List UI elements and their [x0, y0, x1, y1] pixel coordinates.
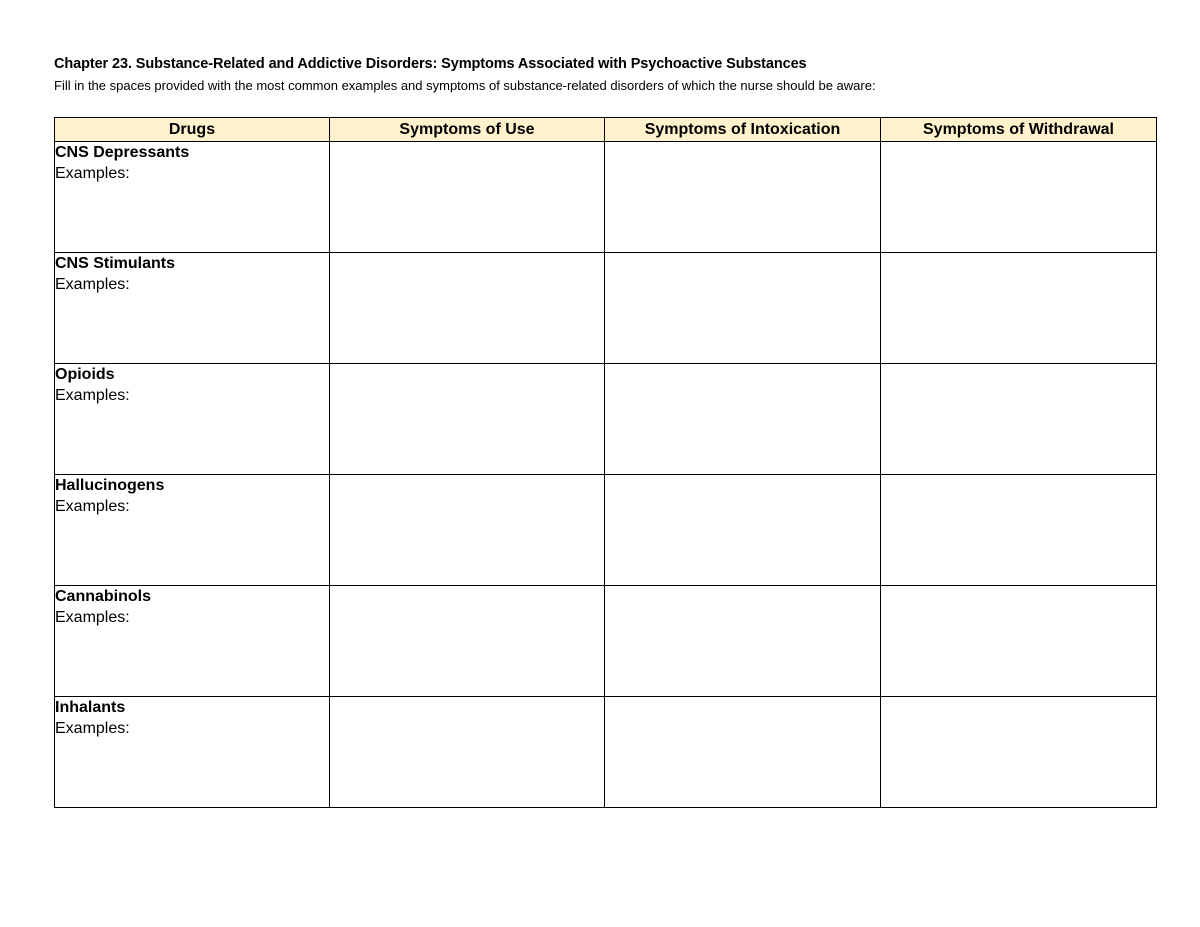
- document-title: Chapter 23. Substance-Related and Addictive Disorders: Symptoms Associated with Psychoactive Substances: [54, 56, 807, 72]
- table-row: [55, 364, 1157, 475]
- drug-cell: [55, 475, 330, 586]
- symptoms-of-use-cell[interactable]: [330, 364, 605, 475]
- table-row: [55, 586, 1157, 697]
- table-row: [55, 142, 1157, 253]
- symptoms-of-use-cell[interactable]: [330, 253, 605, 364]
- drug-cell: [55, 364, 330, 475]
- header-symptoms-of-use: Symptoms of Use: [330, 118, 605, 142]
- table-row: [55, 697, 1157, 808]
- drug-cell: [55, 253, 330, 364]
- symptoms-of-intoxication-cell[interactable]: [605, 142, 881, 253]
- drug-name: CNS Stimulants: [55, 255, 176, 272]
- drug-name: CNS Depressants: [55, 144, 190, 161]
- symptoms-of-use-cell[interactable]: [330, 142, 605, 253]
- examples-label: Examples:: [55, 498, 130, 515]
- drug-name: Cannabinols: [55, 588, 152, 605]
- examples-label: Examples:: [55, 609, 130, 626]
- symptoms-of-intoxication-cell[interactable]: [605, 475, 881, 586]
- symptoms-of-withdrawal-cell[interactable]: [881, 586, 1157, 697]
- header-symptoms-of-withdrawal: Symptoms of Withdrawal: [881, 118, 1157, 142]
- symptoms-of-intoxication-cell[interactable]: [605, 253, 881, 364]
- drug-name: Hallucinogens: [55, 477, 165, 494]
- drug-cell: [55, 697, 330, 808]
- examples-label: Examples:: [55, 720, 130, 737]
- document-instructions: Fill in the spaces provided with the most common examples and symptoms of substance-related disorders of which the nurse should be aware:: [54, 78, 876, 93]
- symptoms-of-intoxication-cell[interactable]: [605, 586, 881, 697]
- symptoms-of-intoxication-cell[interactable]: [605, 697, 881, 808]
- header-symptoms-of-intoxication: Symptoms of Intoxication: [605, 118, 881, 142]
- symptoms-of-intoxication-cell[interactable]: [605, 364, 881, 475]
- drug-name: Inhalants: [55, 699, 126, 716]
- header-drugs: Drugs: [55, 118, 330, 142]
- substance-symptoms-table: [54, 117, 1157, 808]
- symptoms-of-withdrawal-cell[interactable]: [881, 253, 1157, 364]
- table-row: [55, 253, 1157, 364]
- examples-label: Examples:: [55, 276, 130, 293]
- table-header-row: [55, 118, 1157, 142]
- symptoms-of-use-cell[interactable]: [330, 586, 605, 697]
- drug-cell: [55, 142, 330, 253]
- symptoms-of-use-cell[interactable]: [330, 475, 605, 586]
- drug-cell: [55, 586, 330, 697]
- symptoms-of-withdrawal-cell[interactable]: [881, 142, 1157, 253]
- table-row: [55, 475, 1157, 586]
- symptoms-of-use-cell[interactable]: [330, 697, 605, 808]
- examples-label: Examples:: [55, 387, 130, 404]
- drug-name: Opioids: [55, 366, 115, 383]
- symptoms-of-withdrawal-cell[interactable]: [881, 475, 1157, 586]
- symptoms-of-withdrawal-cell[interactable]: [881, 364, 1157, 475]
- examples-label: Examples:: [55, 165, 130, 182]
- symptoms-of-withdrawal-cell[interactable]: [881, 697, 1157, 808]
